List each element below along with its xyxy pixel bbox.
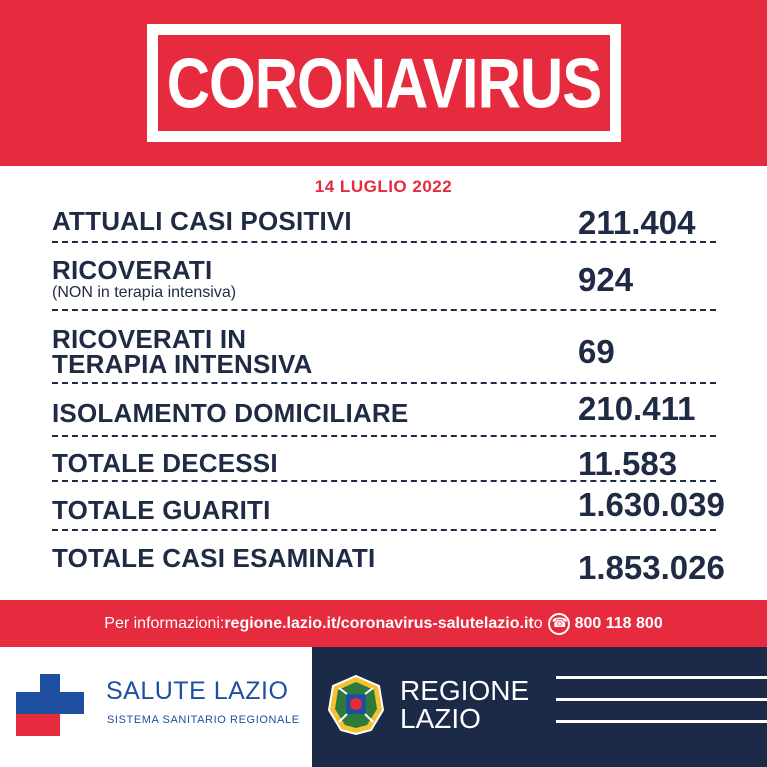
stats-table <box>52 196 725 586</box>
stat-label: ATTUALI CASI POSITIVI <box>52 206 352 236</box>
regione-title-line2: LAZIO <box>400 703 481 734</box>
stat-value: 11.583 <box>578 445 678 482</box>
page-title: CORONAVIRUS <box>166 43 602 123</box>
decorative-stripe <box>556 698 767 701</box>
stat-label: RICOVERATI <box>52 255 213 285</box>
info-bar <box>0 600 767 647</box>
stat-label-line2: TERAPIA INTENSIVA <box>52 349 313 379</box>
stat-label: RICOVERATI IN <box>52 324 247 354</box>
stat-label: ISOLAMENTO DOMICILIARE <box>52 398 409 428</box>
regione-title: REGIONE <box>400 675 530 706</box>
report-date: 14 LUGLIO 2022 <box>314 177 453 196</box>
title-inner <box>158 35 610 131</box>
decorative-stripe <box>556 720 767 723</box>
stat-sublabel: (NON in terapia intensiva) <box>52 284 237 301</box>
stat-row-guariti <box>52 482 725 531</box>
stat-value: 1.853.026 <box>578 549 725 586</box>
stat-value: 210.411 <box>578 390 696 427</box>
stat-value: 924 <box>578 261 634 298</box>
phone-icon <box>548 613 570 635</box>
stat-row-decessi <box>52 437 716 482</box>
stat-label: TOTALE GUARITI <box>52 495 271 525</box>
stat-row-ricoverati <box>52 243 716 311</box>
stat-label: TOTALE CASI ESAMINATI <box>52 543 376 573</box>
stat-row-casi-esaminati <box>52 531 725 586</box>
stat-row-isolamento <box>52 384 716 437</box>
cross-logo-horizontal <box>16 692 84 714</box>
stat-row-terapia-intensiva <box>52 311 716 384</box>
stat-value: 1.630.039 <box>578 486 725 523</box>
cross-logo-red-left <box>16 714 40 736</box>
info-separator: - <box>432 614 438 632</box>
salute-lazio-subtitle: SISTEMA SANITARIO REGIONALE <box>107 714 300 726</box>
cross-logo-red-center <box>40 714 60 736</box>
regione-crest-icon <box>327 674 385 736</box>
coronavirus-link[interactable]: regione.lazio.it/coronavirus <box>224 614 433 632</box>
phone-number[interactable]: 800 118 800 <box>574 614 663 632</box>
stat-label: TOTALE DECESSI <box>52 448 278 478</box>
decorative-stripe <box>556 676 767 679</box>
stat-row-positivi <box>52 196 716 243</box>
salutelazio-link[interactable]: salutelazio.it <box>437 614 534 632</box>
salute-lazio-title: SALUTE LAZIO <box>106 677 289 705</box>
title-frame <box>147 24 621 142</box>
stat-value: 69 <box>578 333 615 370</box>
header-banner <box>0 0 767 166</box>
info-prefix: Per informazioni: <box>104 614 225 632</box>
stat-value: 211.404 <box>578 204 696 241</box>
info-or: o <box>533 614 543 632</box>
